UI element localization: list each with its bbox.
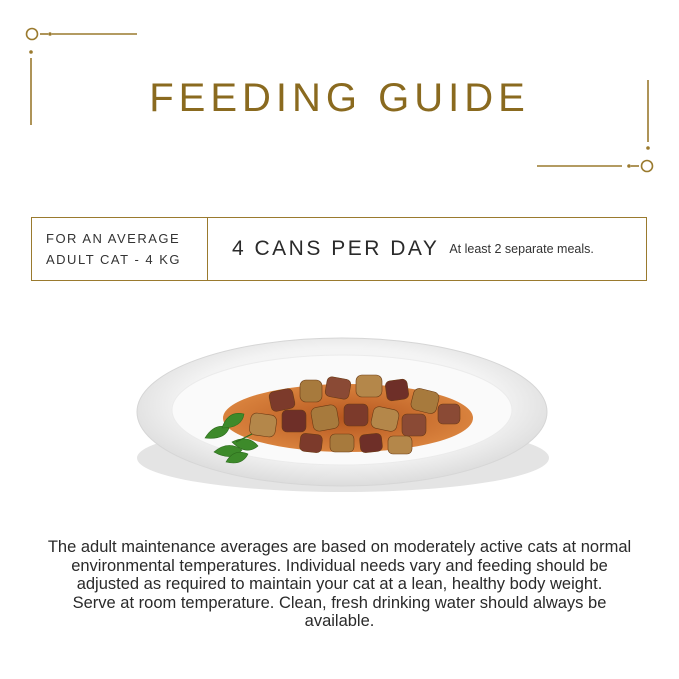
feeding-guide-box bbox=[31, 217, 647, 281]
frame-circle-bottom-right-icon bbox=[642, 161, 653, 172]
plate-of-cat-food-icon bbox=[0, 330, 679, 530]
frame-circle-top-left-icon bbox=[27, 29, 38, 40]
cat-weight-label bbox=[32, 218, 208, 280]
meals-note: At least 2 separate meals. bbox=[449, 242, 594, 256]
description-paragraph-2: Serve at room temperature. Clean, fresh drinking water should always be available. bbox=[72, 593, 607, 630]
page-title: FEEDING GUIDE bbox=[149, 76, 530, 120]
feeding-description bbox=[40, 538, 639, 631]
cat-weight-line-1: FOR AN AVERAGE bbox=[46, 231, 181, 246]
cans-per-day: 4 CANS PER DAY bbox=[232, 237, 440, 260]
description-paragraph-1: The adult maintenance averages are based on moderately active cats at normal environmental temperatures. Individual needs vary and feeding should be adjusted as required to maintain your cat at a lean, healthy body weight. bbox=[47, 538, 632, 593]
feeding-amount bbox=[208, 218, 646, 280]
cat-weight-line-2: ADULT CAT - 4 KG bbox=[46, 252, 182, 267]
